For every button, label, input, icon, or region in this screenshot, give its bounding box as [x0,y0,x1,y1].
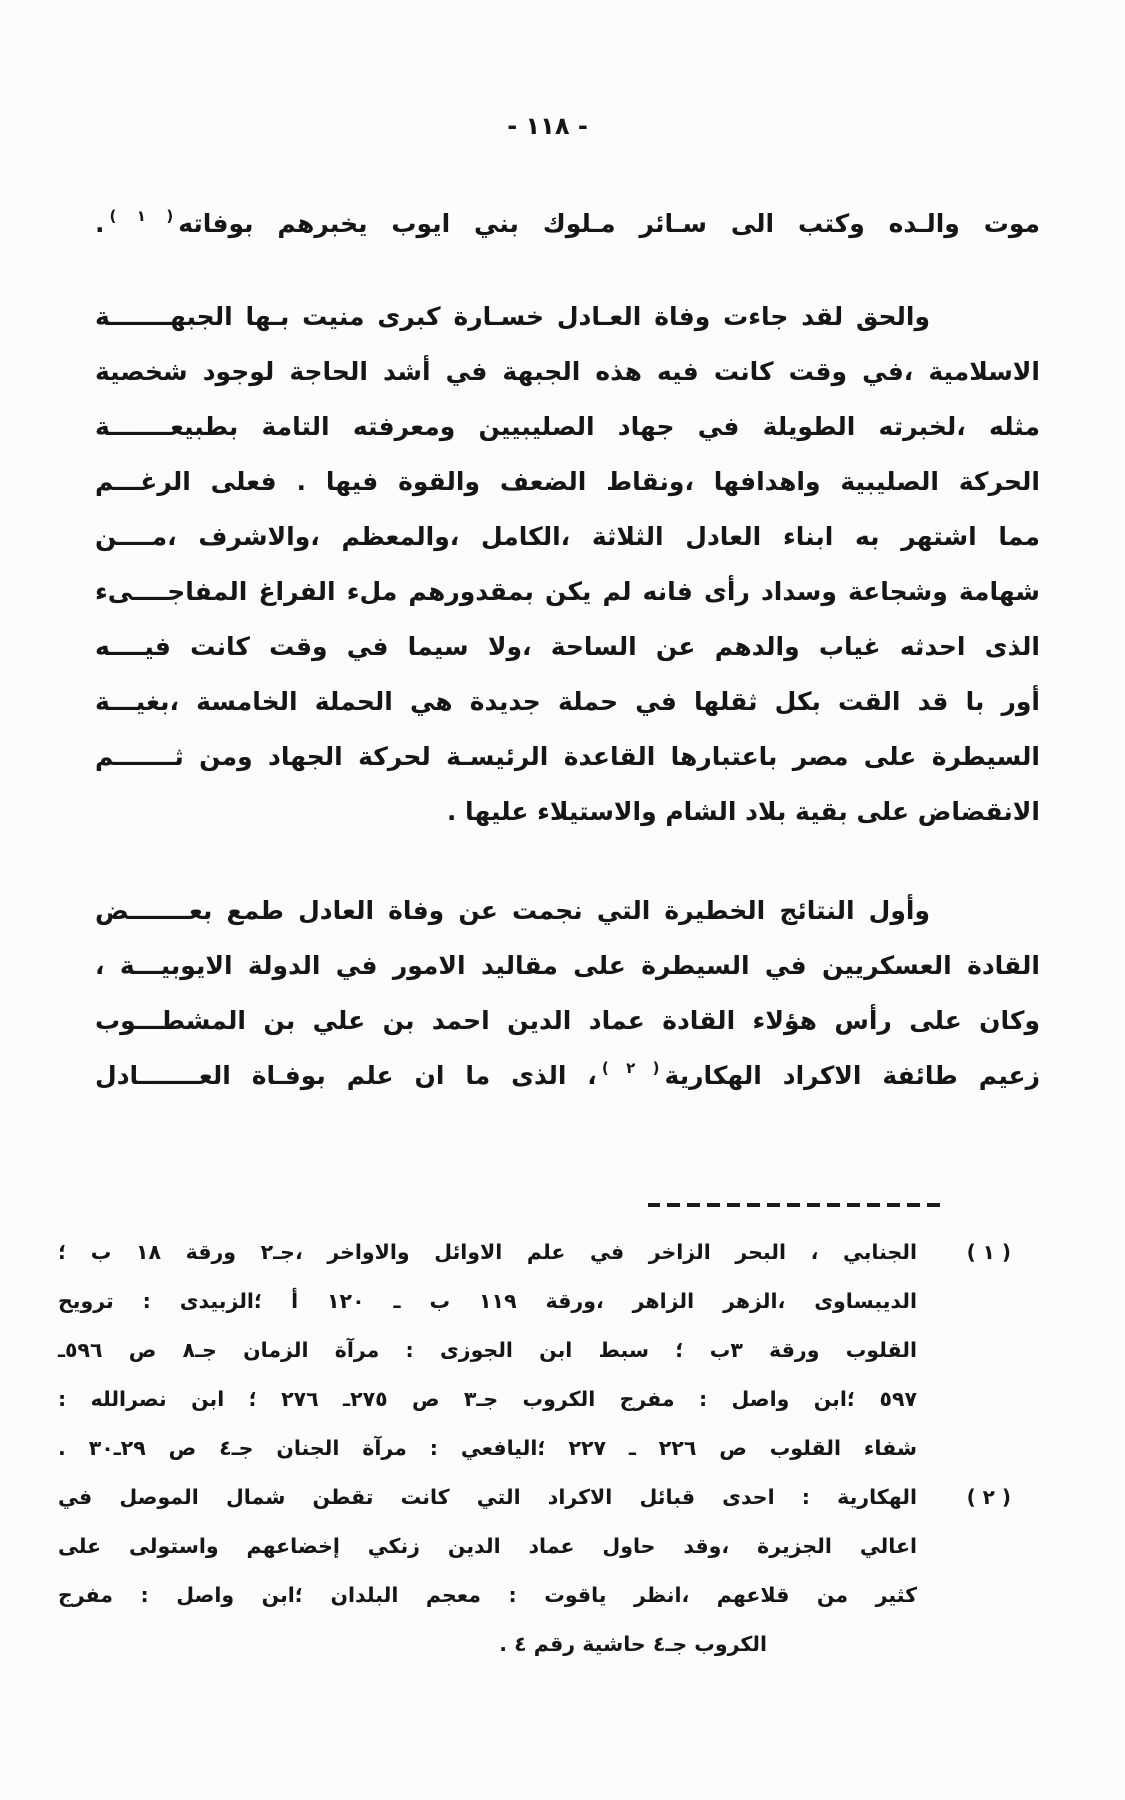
footnote-2-line-1: الهكارية : احدى قبائل الاكراد التي كانت تقطن شمال الموصل في [58,1485,917,1509]
footnote-1-line-2: الديبساوى ،الزهر الزاهر ،ورقة ١١٩ ب ـ ١٢٠ أ ؛الزبيدى : ترويح [58,1289,917,1313]
body-line-13: القادة العسكريين في السيطرة على مقاليد الامور في الدولة الايوبيـــة ، [95,951,1040,980]
footnote-separator [648,1203,940,1207]
body-line-11: الانقضاض على بقية بلاد الشام والاستيلاء عليها . [446,797,1040,826]
footnote-2-lines [58,1473,1005,1669]
body-line-1-end: . [95,209,105,238]
body-line-15-end: ، الذى ما ان علم بوفـاة العـــــــادل [95,1061,597,1090]
body-line-6: مما اشتهر به ابناء العادل الثلاثة ،الكامل ،والمعظم ،والاشرف ،مــــن [95,522,1040,551]
body-line-5: الحركة الصليبية واهدافها ،ونقاط الضعف والقوة فيها . فعلى الرغـــم [95,467,1040,496]
footnote-1-line-1: الجنابي ، البحر الزاخر في علم الاوائل والاواخر ،جـ٢ ورقة ١٨ ب ؛ [58,1240,917,1264]
footnote-2-line-3: كثير من قلاعهم ،انظر ياقوت : معجم البلدان ؛ابن واصل : مفرج [58,1583,917,1607]
body-line-10: السيطرة على مصر باعتبارها القاعدة الرئيسـة لحركة الجهاد ومن ثـــــــم [95,742,1040,771]
footnote-1-line-5: شفاء القلوب ص ٢٢٦ ـ ٢٢٧ ؛اليافعي : مرآة الجنان جـ٤ ص ٢٩ـ٣٠ . [58,1436,917,1460]
page-number: - ١١٨ - [507,112,588,140]
body-line-14: وكان على رأس هؤلاء القادة عماد الدين احمد بن علي بن المشطـــوب [95,1006,1040,1035]
footnote-2-marker: ( ٢ ) [966,1485,1011,1509]
footnote-ref-2: ( ٢ ) [601,1059,660,1077]
footnote-1-line-4: ٥٩٧ ؛ابن واصل : مفرج الكروب جـ٣ ص ٢٧٥ـ ٢٧٦ ؛ ابن نصرالله : [58,1387,917,1411]
footnote-1-line-3: القلوب ورقة ٣ب ؛ سبط ابن الجوزى : مرآة الزمان جـ٨ ص ٥٩٦ـ [58,1338,917,1362]
body-line-7: شهامة وشجاعة وسداد رأى فانه لم يكن بمقدورهم ملء الفراغ المفاجــــىء [95,577,1040,606]
body-text [95,196,1040,1103]
body-line-9: أور با قد القت بكل ثقلها في حملة جديدة هي الحملة الخامسة ،بغيـــة [95,687,1040,716]
footnote-2-line-4: الكروب جـ٤ حاشية رقم ٤ . [499,1632,767,1656]
footnotes-section [58,1228,1011,1669]
body-line-1-text: موت والـده وكتب الى سـائر مـلوك بني ايوب يخبرهم بوفاته [178,209,1041,238]
body-line-15-text: زعيم طائفة الاكراد الهكارية [664,1061,1040,1090]
footnote-1-lines [58,1228,1005,1473]
body-line-3: الاسلامية ،في وقت كانت فيه هذه الجبهة في أشد الحاجة لوجود شخصية [95,357,1040,386]
footnote-2 [58,1473,1011,1669]
footnote-ref-1: ( ١ ) [109,207,174,225]
footnote-1 [58,1228,1011,1473]
body-line-12: وأول النتائج الخطيرة التي نجمت عن وفاة العادل طمع بعـــــــض [95,896,930,925]
footnote-1-marker: ( ١ ) [966,1240,1011,1264]
footnote-2-line-2: اعالي الجزيرة ،وقد حاول عماد الدين زنكي إخضاعهم واستولى على [58,1534,917,1558]
body-line-8: الذى احدثه غياب والدهم عن الساحة ،ولا سيما في وقت كانت فيــــه [95,632,1040,661]
body-line-2: والحق لقد جاءت وفاة العـادل خسـارة كبرى منيت بـها الجبهـــــــة [95,302,930,331]
body-line-15 [95,1048,1040,1103]
body-line-1 [95,196,1040,251]
body-line-4: مثله ،لخبرته الطويلة في جهاد الصليبيين ومعرفته التامة بطبيعـــــــة [95,412,1040,441]
